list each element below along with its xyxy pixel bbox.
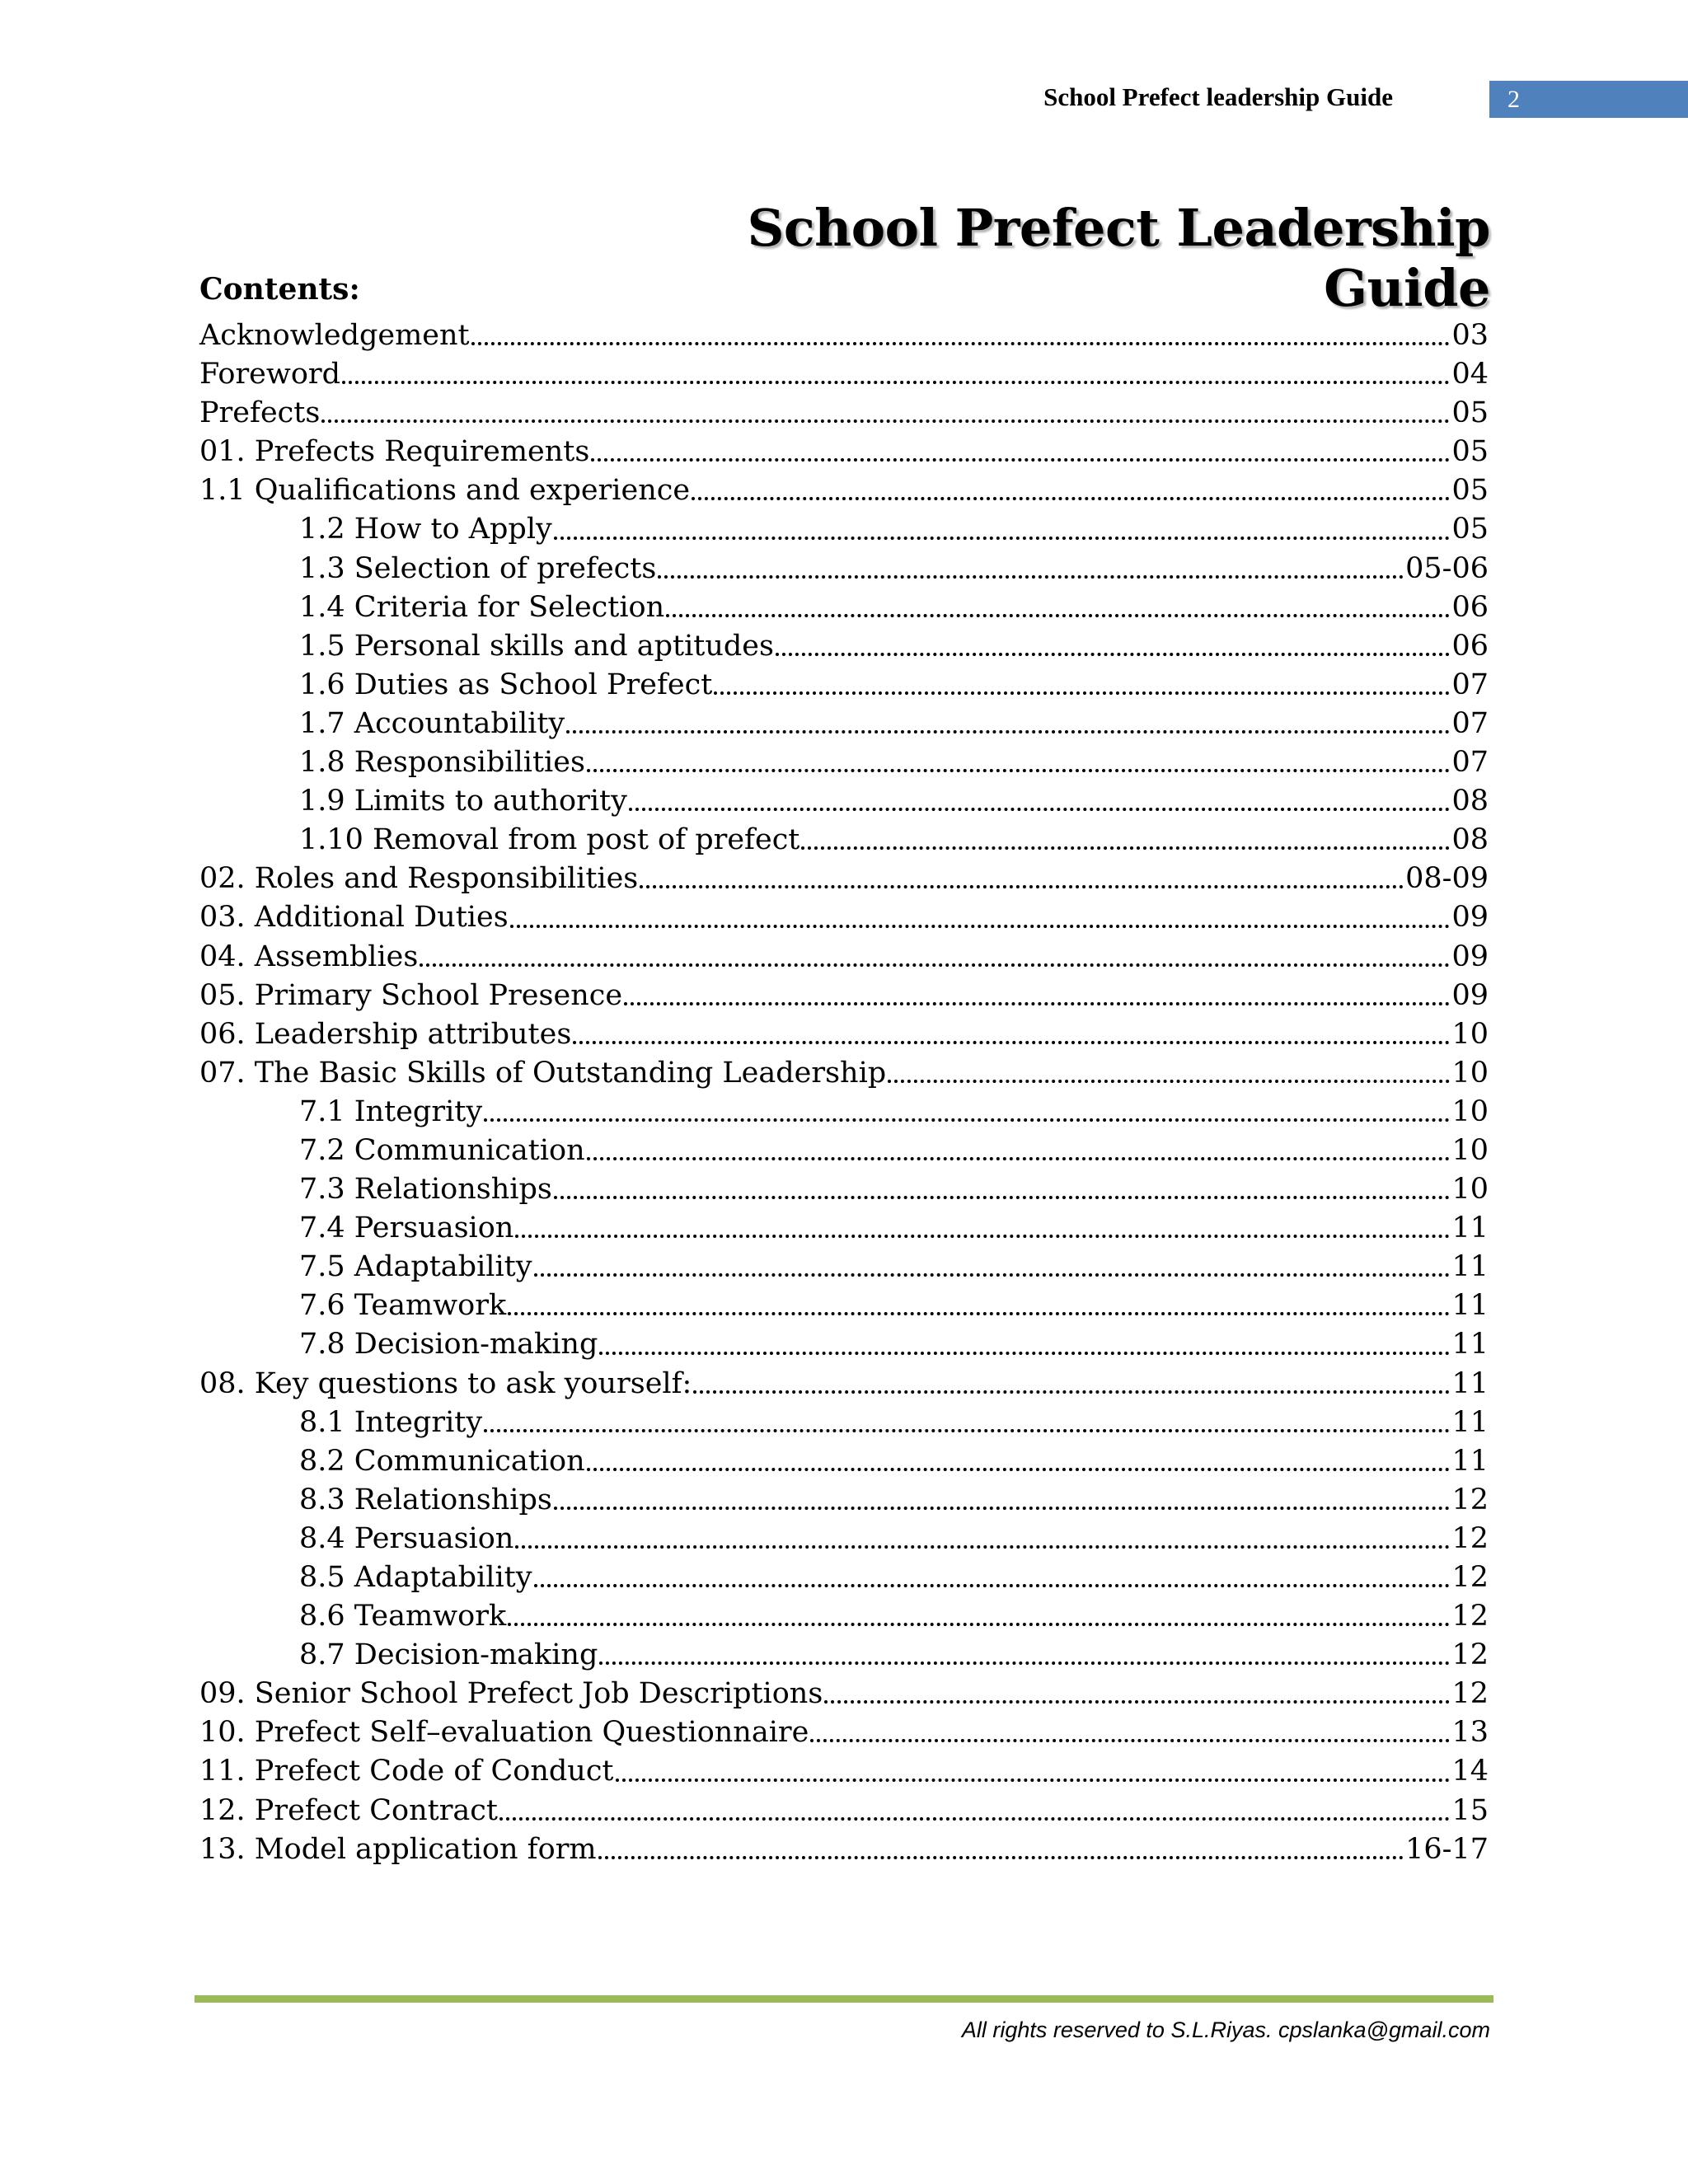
- toc-entry[interactable]: [199, 743, 1489, 782]
- toc-entry[interactable]: [199, 1636, 1489, 1675]
- toc-entry-page: 11: [1451, 1444, 1489, 1478]
- toc-dot-leader: [616, 1779, 1451, 1782]
- toc-dot-leader: [508, 1623, 1450, 1626]
- toc-entry-page: 09: [1451, 940, 1489, 973]
- toc-entry[interactable]: [199, 1404, 1489, 1442]
- toc-entry-title: 8.6 Teamwork: [299, 1600, 507, 1633]
- toc-entry-page: 16-17: [1405, 1832, 1489, 1866]
- toc-entry-page: 11: [1451, 1328, 1489, 1361]
- toc-entry[interactable]: [199, 1248, 1489, 1286]
- toc-entry-page: 05: [1451, 396, 1489, 430]
- toc-entry-title: 09. Senior School Prefect Job Descriptions: [199, 1677, 823, 1711]
- toc-entry[interactable]: [199, 782, 1489, 821]
- toc-entry-page: 07: [1451, 668, 1489, 701]
- toc-entry-title: 1.4 Criteria for Selection: [299, 590, 665, 624]
- toc-dot-leader: [554, 1507, 1451, 1510]
- toc-entry-page: 10: [1451, 1094, 1489, 1128]
- toc-dot-leader: [591, 458, 1450, 462]
- toc-entry-page: 11: [1451, 1250, 1489, 1284]
- toc-dot-leader: [534, 1273, 1451, 1277]
- page-number-badge: [1489, 81, 1688, 118]
- toc-entry-page: 14: [1451, 1755, 1489, 1788]
- toc-entry-title: 8.7 Decision-making: [299, 1638, 598, 1672]
- toc-entry-title: 7.8 Decision-making: [299, 1328, 598, 1361]
- toc-entry-page: 15: [1451, 1793, 1489, 1827]
- toc-entry[interactable]: [199, 705, 1489, 743]
- toc-entry[interactable]: [199, 1481, 1489, 1520]
- toc-entry-page: 05: [1451, 474, 1489, 508]
- toc-entry-title: 8.2 Communication: [299, 1444, 585, 1478]
- toc-dot-leader: [484, 1118, 1450, 1122]
- toc-entry-page: 12: [1451, 1638, 1489, 1672]
- toc-dot-leader: [484, 1429, 1450, 1432]
- toc-dot-leader: [510, 925, 1451, 928]
- toc-dot-leader: [515, 1235, 1450, 1238]
- toc-dot-leader: [658, 575, 1404, 579]
- toc-dot-leader: [508, 1312, 1450, 1315]
- toc-entry-title: 1.6 Duties as School Prefect: [299, 668, 713, 701]
- toc-entry[interactable]: [199, 510, 1489, 549]
- toc-dot-leader: [666, 614, 1450, 617]
- toc-entry-page: 06: [1451, 590, 1489, 624]
- toc-entry[interactable]: [199, 1365, 1489, 1404]
- toc-entry-page: 08-09: [1405, 862, 1489, 896]
- toc-entry-title: 04. Assemblies: [199, 940, 419, 973]
- toc-dot-leader: [640, 885, 1404, 888]
- toc-entry[interactable]: [199, 1170, 1489, 1209]
- toc-entry-page: 09: [1451, 901, 1489, 935]
- toc-entry-title: 1.3 Selection of prefects: [299, 551, 657, 585]
- toc-entry-page: 10: [1451, 1056, 1489, 1090]
- toc-dot-leader: [321, 419, 1450, 423]
- toc-entry[interactable]: [199, 471, 1489, 510]
- toc-entry[interactable]: [199, 1132, 1489, 1170]
- toc-entry[interactable]: [199, 938, 1489, 977]
- toc-dot-leader: [693, 1390, 1450, 1394]
- toc-entry-title: 08. Key questions to ask yourself:: [199, 1366, 692, 1400]
- toc-entry-page: 12: [1451, 1677, 1489, 1711]
- toc-entry[interactable]: [199, 550, 1489, 588]
- toc-entry-title: 8.5 Adaptability: [299, 1561, 532, 1594]
- toc-entry[interactable]: [199, 394, 1489, 433]
- table-of-contents: [199, 316, 1489, 1869]
- toc-entry[interactable]: [199, 977, 1489, 1015]
- toc-entry-title: 8.3 Relationships: [299, 1483, 552, 1516]
- toc-entry-title: 1.10 Removal from post of prefect: [299, 823, 800, 857]
- toc-entry-title: 02. Roles and Responsibilities: [199, 862, 639, 896]
- toc-entry-title: 1.1 Qualifications and experience: [199, 474, 691, 508]
- toc-dot-leader: [810, 1739, 1450, 1742]
- footer-divider: [195, 1995, 1493, 2003]
- toc-dot-leader: [624, 1002, 1450, 1005]
- toc-dot-leader: [587, 769, 1451, 772]
- toc-dot-leader: [554, 1196, 1451, 1199]
- toc-entry[interactable]: [199, 316, 1489, 355]
- toc-entry[interactable]: [199, 1442, 1489, 1481]
- running-header-title: School Prefect leadership Guide: [1043, 82, 1393, 111]
- toc-entry-page: 12: [1451, 1521, 1489, 1555]
- toc-entry-page: 13: [1451, 1716, 1489, 1750]
- toc-entry-title: 1.2 How to Apply: [299, 513, 552, 546]
- toc-entry-title: 03. Additional Duties: [199, 901, 509, 935]
- toc-entry-page: 03: [1451, 319, 1489, 352]
- toc-entry[interactable]: [199, 355, 1489, 394]
- toc-entry-page: 12: [1451, 1483, 1489, 1516]
- toc-entry-page: 07: [1451, 706, 1489, 740]
- toc-entry-title: 10. Prefect Self–evaluation Questionnaire: [199, 1716, 809, 1750]
- toc-dot-leader: [573, 1041, 1450, 1044]
- toc-entry-page: 05: [1451, 435, 1489, 469]
- toc-entry-title: Prefects: [199, 396, 321, 430]
- toc-dot-leader: [587, 1468, 1451, 1471]
- toc-entry[interactable]: [199, 1830, 1489, 1869]
- toc-entry[interactable]: [199, 860, 1489, 898]
- toc-entry[interactable]: [199, 1093, 1489, 1132]
- toc-entry[interactable]: [199, 1015, 1489, 1054]
- toc-entry-page: 09: [1451, 978, 1489, 1012]
- toc-entry-page: 10: [1451, 1173, 1489, 1207]
- toc-entry-page: 10: [1451, 1133, 1489, 1167]
- toc-dot-leader: [534, 1584, 1451, 1587]
- toc-entry[interactable]: [199, 1520, 1489, 1558]
- toc-entry-page: 05-06: [1405, 551, 1489, 585]
- toc-entry[interactable]: [199, 666, 1489, 705]
- footer-copyright: All rights reserved to S.L.Riyas. cpslanka@gmail.com: [961, 2018, 1490, 2042]
- toc-dot-leader: [599, 1352, 1450, 1355]
- toc-entry-page: 08: [1451, 823, 1489, 857]
- toc-entry[interactable]: [199, 1792, 1489, 1830]
- toc-entry-title: 13. Model application form: [199, 1832, 597, 1866]
- toc-entry-title: 7.1 Integrity: [299, 1094, 483, 1128]
- toc-entry-title: 07. The Basic Skills of Outstanding Leadership: [199, 1056, 887, 1090]
- toc-entry-title: 7.3 Relationships: [299, 1173, 552, 1207]
- toc-entry-page: 11: [1451, 1405, 1489, 1439]
- contents-heading: Contents:: [199, 272, 360, 307]
- toc-entry-title: 1.9 Limits to authority: [299, 785, 627, 818]
- toc-dot-leader: [587, 1157, 1451, 1160]
- toc-dot-leader: [824, 1700, 1450, 1704]
- toc-entry-title: 1.7 Accountability: [299, 706, 565, 740]
- page-number: 2: [1507, 86, 1520, 113]
- toc-entry-page: 11: [1451, 1289, 1489, 1323]
- toc-entry-page: 12: [1451, 1561, 1489, 1594]
- toc-entry-title: 01. Prefects Requirements: [199, 435, 590, 469]
- toc-entry-title: 7.4 Persuasion: [299, 1212, 514, 1245]
- toc-entry[interactable]: [199, 1675, 1489, 1713]
- toc-entry-page: 11: [1451, 1212, 1489, 1245]
- toc-dot-leader: [599, 1661, 1450, 1665]
- toc-entry[interactable]: [199, 1713, 1489, 1752]
- toc-dot-leader: [629, 808, 1451, 811]
- toc-entry-page: 10: [1451, 1017, 1489, 1051]
- toc-dot-leader: [692, 497, 1450, 500]
- toc-entry[interactable]: [199, 1752, 1489, 1791]
- toc-entry-title: 8.1 Integrity: [299, 1405, 483, 1439]
- toc-entry[interactable]: [199, 588, 1489, 627]
- toc-entry[interactable]: [199, 898, 1489, 937]
- toc-entry-title: 7.5 Adaptability: [299, 1250, 532, 1284]
- toc-entry-title: 05. Primary School Presence: [199, 978, 623, 1012]
- toc-entry-page: 11: [1451, 1366, 1489, 1400]
- toc-entry-title: 7.2 Communication: [299, 1133, 585, 1167]
- toc-dot-leader: [598, 1856, 1404, 1859]
- toc-entry[interactable]: [199, 627, 1489, 666]
- toc-entry-title: Foreword: [199, 358, 341, 391]
- toc-dot-leader: [515, 1545, 1450, 1549]
- toc-entry-title: 11. Prefect Code of Conduct: [199, 1755, 614, 1788]
- toc-entry[interactable]: [199, 1054, 1489, 1093]
- toc-dot-leader: [888, 1080, 1450, 1083]
- toc-entry-page: 05: [1451, 513, 1489, 546]
- toc-dot-leader: [801, 846, 1450, 850]
- toc-entry[interactable]: [199, 821, 1489, 860]
- toc-dot-leader: [420, 963, 1450, 967]
- toc-entry[interactable]: [199, 1325, 1489, 1364]
- toc-entry-page: 08: [1451, 785, 1489, 818]
- toc-entry-title: Acknowledgement: [199, 319, 470, 352]
- toc-entry-page: 12: [1451, 1600, 1489, 1633]
- toc-entry-page: 04: [1451, 358, 1489, 391]
- page-title: School Prefect Leadership Guide: [747, 198, 1490, 318]
- toc-dot-leader: [499, 1817, 1450, 1821]
- toc-entry-title: 7.6 Teamwork: [299, 1289, 507, 1323]
- toc-dot-leader: [776, 653, 1450, 656]
- toc-entry-title: 1.5 Personal skills and aptitudes: [299, 629, 774, 663]
- toc-entry-title: 12. Prefect Contract: [199, 1793, 498, 1827]
- toc-dot-leader: [554, 537, 1451, 540]
- toc-entry-page: 07: [1451, 746, 1489, 780]
- toc-dot-leader: [566, 730, 1450, 733]
- toc-entry[interactable]: [199, 433, 1489, 471]
- toc-dot-leader: [342, 381, 1450, 384]
- toc-dot-leader: [714, 691, 1450, 695]
- toc-entry[interactable]: [199, 1558, 1489, 1597]
- toc-dot-leader: [471, 342, 1451, 345]
- toc-entry-title: 8.4 Persuasion: [299, 1521, 514, 1555]
- toc-entry-title: 06. Leadership attributes: [199, 1017, 572, 1051]
- toc-entry-page: 06: [1451, 629, 1489, 663]
- toc-entry[interactable]: [199, 1597, 1489, 1636]
- toc-entry[interactable]: [199, 1209, 1489, 1248]
- toc-entry-title: 1.8 Responsibilities: [299, 746, 585, 780]
- toc-entry[interactable]: [199, 1286, 1489, 1325]
